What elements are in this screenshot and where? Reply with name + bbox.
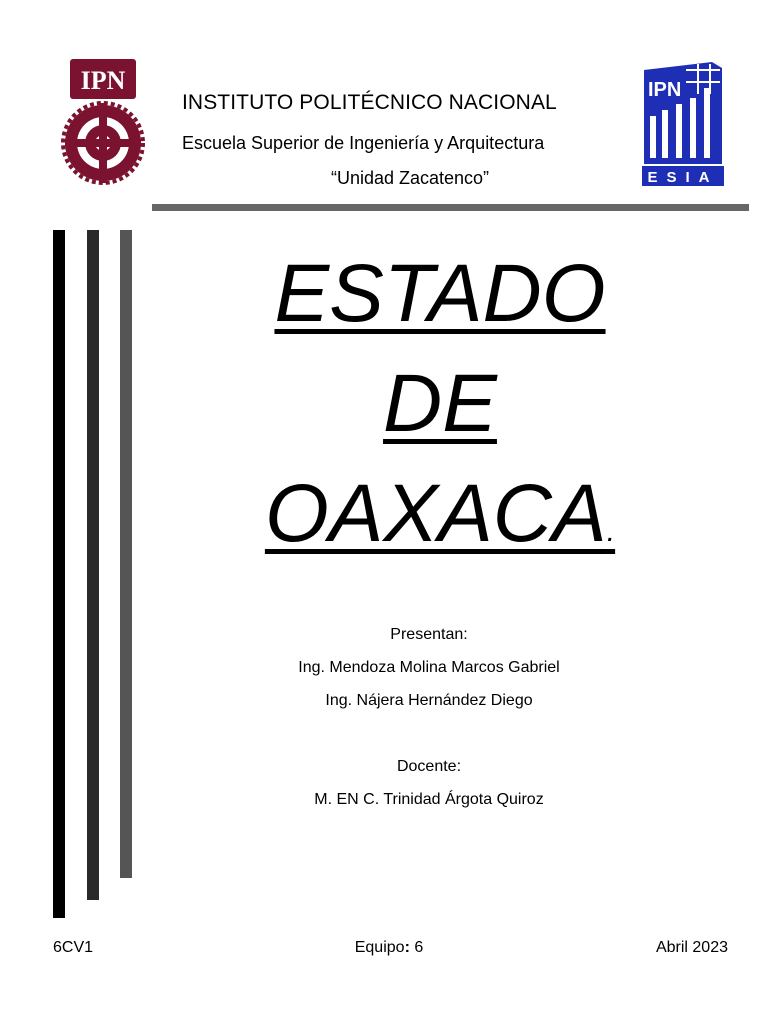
teacher-name: M. EN C. Trinidad Árgota Quiroz [314,791,544,808]
institution-name: INSTITUTO POLITÉCNICO NACIONAL [182,91,557,114]
team-number: Equipo: 6 [354,939,424,956]
header-divider [152,204,749,211]
ipn-logo-text: IPN [80,66,126,95]
title-line-1: ESTADO [274,248,606,339]
author-name: Ing. Nájera Hernández Diego [325,692,533,709]
group-code: 6CV1 [53,939,94,956]
title-line-2: DE [383,358,497,449]
unit-name: “Unidad Zacatenco” [330,168,490,188]
esia-logo-ipn-text: IPN [648,79,682,101]
date: Abril 2023 [655,939,728,956]
author-name: Ing. Mendoza Molina Marcos Gabriel [298,659,560,676]
esia-logo-esia-text: ESIA [647,169,719,186]
title-line-3: OAXACA. [264,468,616,559]
teacher-label: Docente: [396,758,462,775]
presenters-label: Presentan: [390,626,468,643]
school-name: Escuela Superior de Ingeniería y Arquitectura [182,133,545,153]
